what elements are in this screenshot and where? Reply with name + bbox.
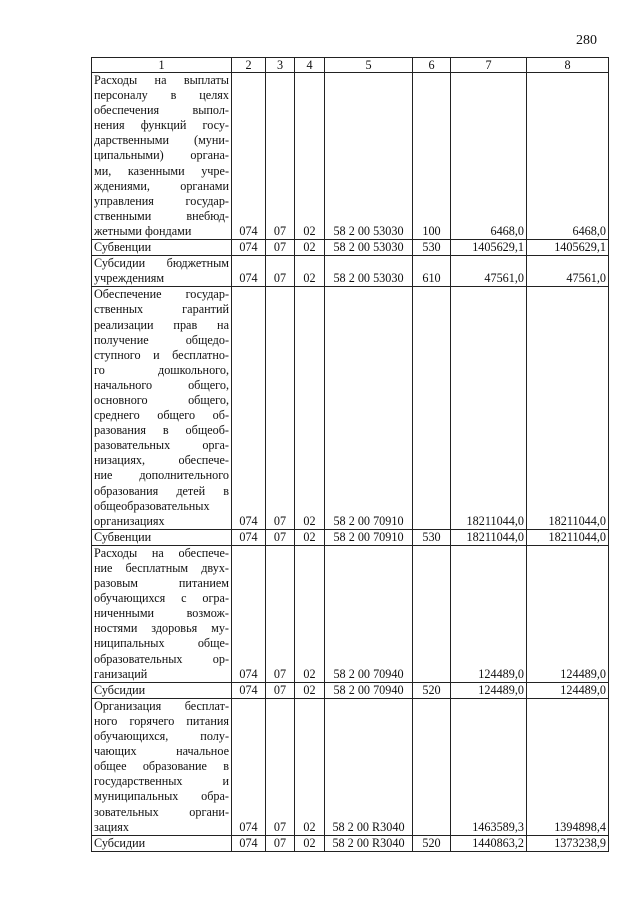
row-target-article: 58 2 00 70940 [325,545,413,682]
row-admin-code: 074 [232,835,266,851]
row-subsection-code: 02 [295,698,325,835]
row-target-article: 58 2 00 R3040 [325,835,413,851]
row-amount-year-2: 1394898,4 [527,698,609,835]
row-name-line: нения функций госу- [94,118,229,133]
row-name-line: разовательных орга- [94,438,229,453]
row-subsection-code: 02 [295,835,325,851]
row-name-line: ственными внебюд- [94,208,229,223]
row-name-line: учреждениям [94,271,165,286]
row-amount-year-1: 124489,0 [451,682,527,698]
header-col-7: 7 [451,58,527,73]
row-name-line: реализации прав на [94,317,229,332]
row-name-line: ние дополнительного [94,468,229,483]
row-name-line: Организация бесплат- [94,698,229,713]
row-name-line: общеобразовательных [94,498,210,513]
row-name-line: ниципальных обще- [94,636,229,651]
row-admin-code: 074 [232,256,266,287]
row-section-code: 07 [266,529,295,545]
row-name-line: общее образование в [94,759,229,774]
page-number: 280 [576,33,597,48]
row-target-article: 58 2 00 53030 [325,73,413,240]
row-name-line: образования детей в [94,483,229,498]
row-name-line: организациях [94,513,165,528]
row-name-line: среднего общего об- [94,408,229,423]
row-name-line: государственных и [94,774,229,789]
row-section-code: 07 [266,256,295,287]
row-name-line: Субвенции [94,529,152,544]
row-name-line: Субсидии [94,682,146,697]
row-amount-year-2: 124489,0 [527,682,609,698]
row-name-line: ждениями, органами [94,178,229,193]
row-amount-year-1: 6468,0 [451,73,527,240]
row-name-line: Обеспечение государ- [94,287,229,302]
row-name-line: основного общего, [94,392,229,407]
row-name-cell [92,287,232,530]
header-col-2: 2 [232,58,266,73]
row-name-line: образовательных ор- [94,651,229,666]
row-name-line: ние бесплатным двух- [94,561,229,575]
row-admin-code: 074 [232,529,266,545]
row-name-line: ниченными возмож- [94,606,229,621]
row-name-line: ностями здоровья му- [94,621,229,636]
row-name-line: Расходы на обеспече- [94,545,229,560]
row-name-cell [92,698,232,835]
row-name-cell [92,73,232,240]
row-name-line: начального общего, [94,377,229,392]
row-name-line: получение общедо- [94,332,229,347]
row-target-article: 58 2 00 53030 [325,256,413,287]
row-name-cell [92,682,232,698]
header-col-4: 4 [295,58,325,73]
row-name-cell [92,240,232,256]
row-amount-year-2: 18211044,0 [527,287,609,530]
row-name-line: ственных гарантий [94,302,229,317]
row-name-cell [92,529,232,545]
row-name-line: разования в общеоб- [94,423,229,438]
row-name-line: обучающихся, полу- [94,729,229,744]
row-expense-type: 520 [413,835,451,851]
row-name-line: обеспечения выпол- [94,103,229,118]
row-expense-type [413,545,451,682]
row-name-line: разовым питанием [94,576,229,591]
row-name-line: управления государ- [94,193,229,208]
row-target-article: 58 2 00 70910 [325,529,413,545]
row-subsection-code: 02 [295,73,325,240]
row-name-cell [92,256,232,287]
row-amount-year-1: 18211044,0 [451,529,527,545]
table-row [92,287,609,530]
row-name-line: обучающихся с огра- [94,591,229,606]
row-name-line: го дошкольного, [94,362,229,377]
table-row [92,698,609,835]
row-name-line: Субсидии бюджетным [94,256,229,271]
budget-table [91,57,609,852]
row-name-line: Расходы на выплаты [94,73,229,87]
row-section-code: 07 [266,287,295,530]
row-admin-code: 074 [232,545,266,682]
table-row [92,529,609,545]
row-expense-type: 530 [413,529,451,545]
row-admin-code: 074 [232,287,266,530]
row-admin-code: 074 [232,240,266,256]
header-col-5: 5 [325,58,413,73]
row-expense-type: 520 [413,682,451,698]
row-subsection-code: 02 [295,682,325,698]
row-target-article: 58 2 00 53030 [325,240,413,256]
table-row [92,256,609,287]
row-name-line: ганизаций [94,666,148,681]
row-expense-type [413,287,451,530]
row-expense-type: 530 [413,240,451,256]
table-row [92,682,609,698]
row-name-line: жетными фондами [94,223,192,238]
row-amount-year-1: 18211044,0 [451,287,527,530]
row-amount-year-2: 124489,0 [527,545,609,682]
row-admin-code: 074 [232,698,266,835]
row-section-code: 07 [266,73,295,240]
row-name-line: муниципальных обра- [94,789,229,804]
row-subsection-code: 02 [295,256,325,287]
row-name-line: персоналу в целях [94,88,229,103]
row-name-line: ступного и бесплатно- [94,347,229,362]
header-row [92,58,609,73]
row-target-article: 58 2 00 R3040 [325,698,413,835]
table-row [92,545,609,682]
row-amount-year-2: 47561,0 [527,256,609,287]
row-name-line: ми, казенными учре- [94,163,229,178]
header-col-8: 8 [527,58,609,73]
row-subsection-code: 02 [295,287,325,530]
header-col-3: 3 [266,58,295,73]
row-section-code: 07 [266,240,295,256]
table-row [92,835,609,851]
row-name-cell [92,835,232,851]
row-expense-type: 610 [413,256,451,287]
row-expense-type: 100 [413,73,451,240]
row-admin-code: 074 [232,73,266,240]
table-row [92,240,609,256]
row-name-line: зовательных органи- [94,804,229,819]
row-amount-year-2: 6468,0 [527,73,609,240]
row-section-code: 07 [266,835,295,851]
row-name-line: Субвенции [94,240,152,255]
row-subsection-code: 02 [295,529,325,545]
row-expense-type [413,698,451,835]
row-subsection-code: 02 [295,545,325,682]
row-section-code: 07 [266,682,295,698]
row-amount-year-1: 1405629,1 [451,240,527,256]
row-amount-year-1: 1463589,3 [451,698,527,835]
row-name-line: ципальными) органа- [94,148,229,163]
row-amount-year-1: 124489,0 [451,545,527,682]
row-amount-year-1: 47561,0 [451,256,527,287]
row-target-article: 58 2 00 70940 [325,682,413,698]
row-subsection-code: 02 [295,240,325,256]
row-target-article: 58 2 00 70910 [325,287,413,530]
row-name-line: низациях, обеспече- [94,453,229,468]
row-amount-year-2: 1373238,9 [527,835,609,851]
row-name-line: чающих начальное [94,744,229,759]
row-section-code: 07 [266,545,295,682]
row-name-cell [92,545,232,682]
row-amount-year-2: 1405629,1 [527,240,609,256]
row-amount-year-1: 1440863,2 [451,835,527,851]
row-name-line: дарственными (муни- [94,133,229,148]
row-name-line: зациях [94,819,129,834]
row-admin-code: 074 [232,682,266,698]
table-row [92,73,609,240]
row-amount-year-2: 18211044,0 [527,529,609,545]
header-col-6: 6 [413,58,451,73]
row-name-line: Субсидии [94,835,146,850]
header-col-1: 1 [92,58,232,73]
row-name-line: ного горячего питания [94,713,229,728]
row-section-code: 07 [266,698,295,835]
table-body [92,73,609,852]
